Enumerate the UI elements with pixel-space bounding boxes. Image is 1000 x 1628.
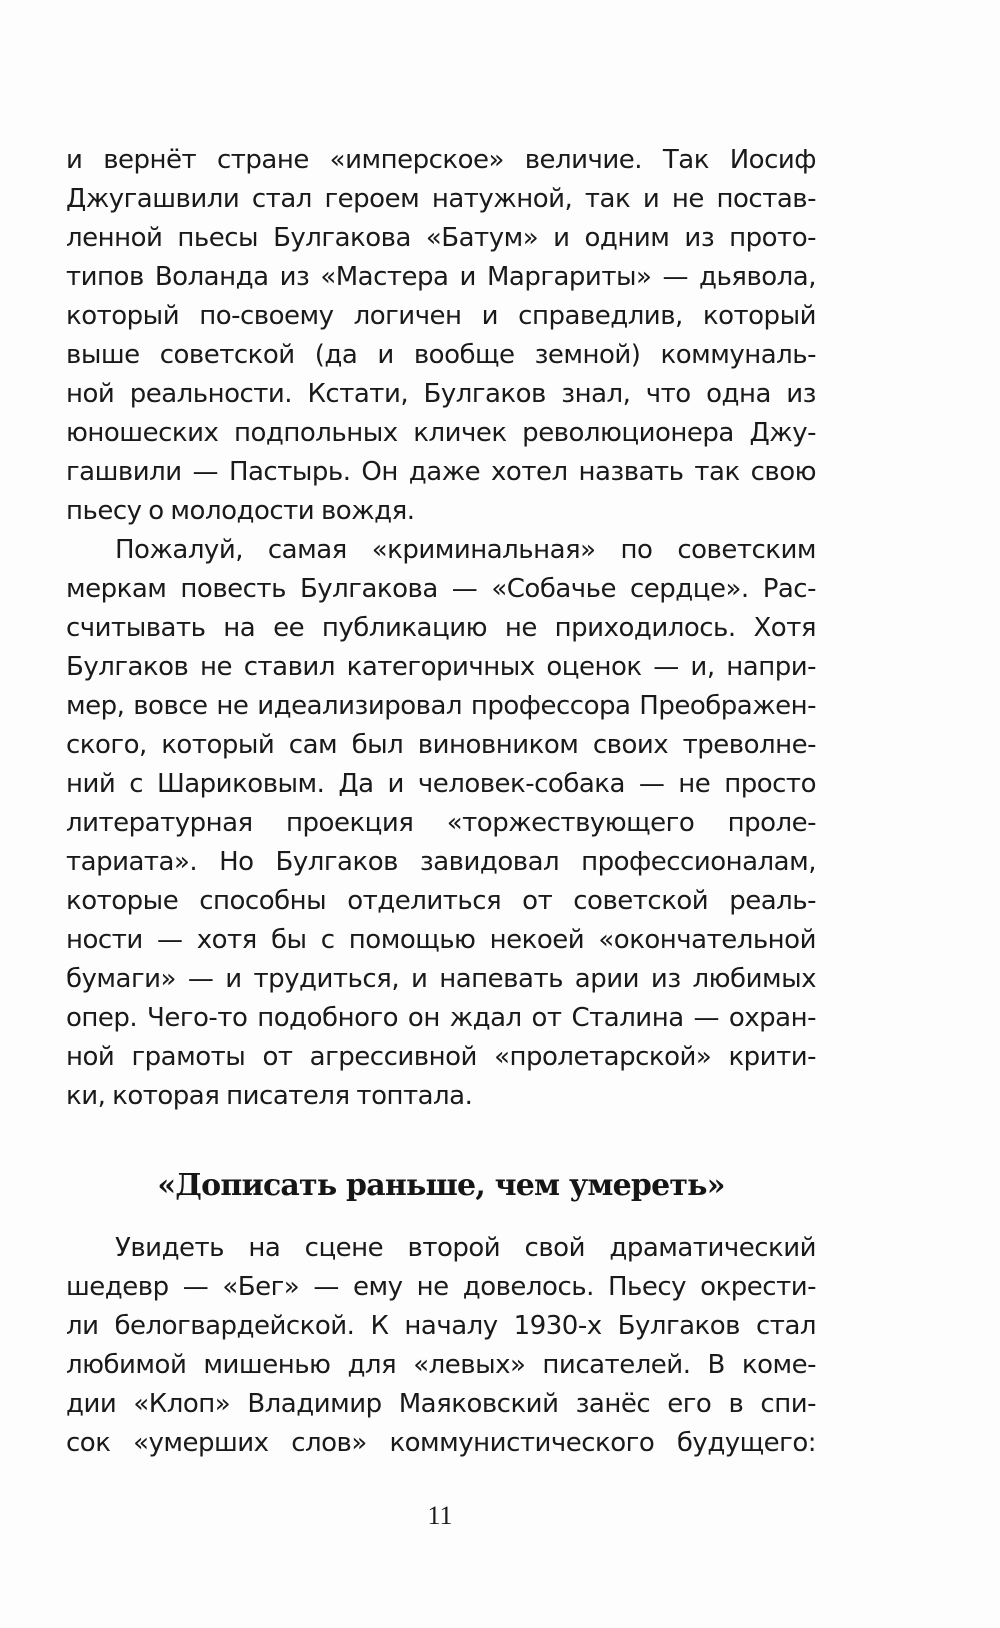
section-heading: «Дописать раньше, чем умереть» [157, 1168, 725, 1203]
text-line: шедевр — «Бег» — ему не довелось. Пьесу окрести- [66, 1272, 816, 1302]
text-line: бумаги» — и трудиться, и напевать арии из любимых [66, 964, 816, 994]
text-line: считывать на ее публикацию не приходилось. Хотя [66, 613, 816, 643]
text-line: Булгаков не ставил категоричных оценок — и, напри- [66, 652, 816, 682]
text-line: Джугашвили стал героем натужной, так и не постав- [66, 184, 816, 214]
text-line: дии «Клоп» Владимир Маяковский занёс его в спи- [66, 1389, 816, 1419]
text-line: опер. Чего-то подобного он ждал от Сталина — охран- [66, 1003, 816, 1033]
paragraph-3 [66, 1229, 816, 1463]
page-number: 11 [427, 1501, 453, 1530]
text-line: ли белогвардейской. К началу 1930-х Булгаков стал [66, 1311, 816, 1341]
text-line: ленной пьесы Булгакова «Батум» и одним из прото- [66, 223, 816, 253]
text-line: который по-своему логичен и справедлив, который [66, 301, 816, 331]
text-line: ной реальности. Кстати, Булгаков знал, что одна из [66, 379, 816, 409]
text-line: мер, вовсе не идеализировал профессора Преображен- [66, 691, 816, 721]
text-line: литературная проекция «торжествующего проле- [66, 808, 816, 838]
text-line: ний с Шариковым. Да и человек-собака — не просто [66, 769, 816, 799]
text-line: сок «умерших слов» коммунистического будущего: [66, 1428, 816, 1458]
paragraph-2 [66, 531, 816, 1116]
text-line: юношеских подпольных кличек революционера Джу- [66, 418, 816, 448]
text-line: Пожалуй, самая «криминальная» по советским [115, 535, 816, 565]
text-line: пьесу о молодости вождя. [66, 496, 415, 526]
text-line: выше советской (да и вообще земной) коммуналь- [66, 340, 816, 370]
text-line: ки, которая писателя топтала. [66, 1081, 473, 1111]
text-line: меркам повесть Булгакова — «Собачье сердце». Рас- [66, 574, 816, 604]
text-line: ского, который сам был виновником своих треволне- [66, 730, 816, 760]
text-line: любимой мишенью для «левых» писателей. В коме- [66, 1350, 816, 1380]
text-line: которые способны отделиться от советской реаль- [66, 886, 816, 916]
text-line: типов Воланда из «Мастера и Маргариты» — дьявола, [66, 262, 816, 292]
text-line: и вернёт стране «имперское» величие. Так Иосиф [66, 145, 816, 175]
paragraph-1 [66, 141, 816, 531]
text-line: тариата». Но Булгаков завидовал профессионалам, [66, 847, 816, 877]
text-line: Увидеть на сцене второй свой драматический [115, 1233, 816, 1263]
text-line: ности — хотя бы с помощью некоей «окончательной [66, 925, 816, 955]
text-line: гашвили — Пастырь. Он даже хотел назвать так свою [66, 457, 816, 487]
text-line: ной грамоты от агрессивной «пролетарской» крити- [66, 1042, 816, 1072]
